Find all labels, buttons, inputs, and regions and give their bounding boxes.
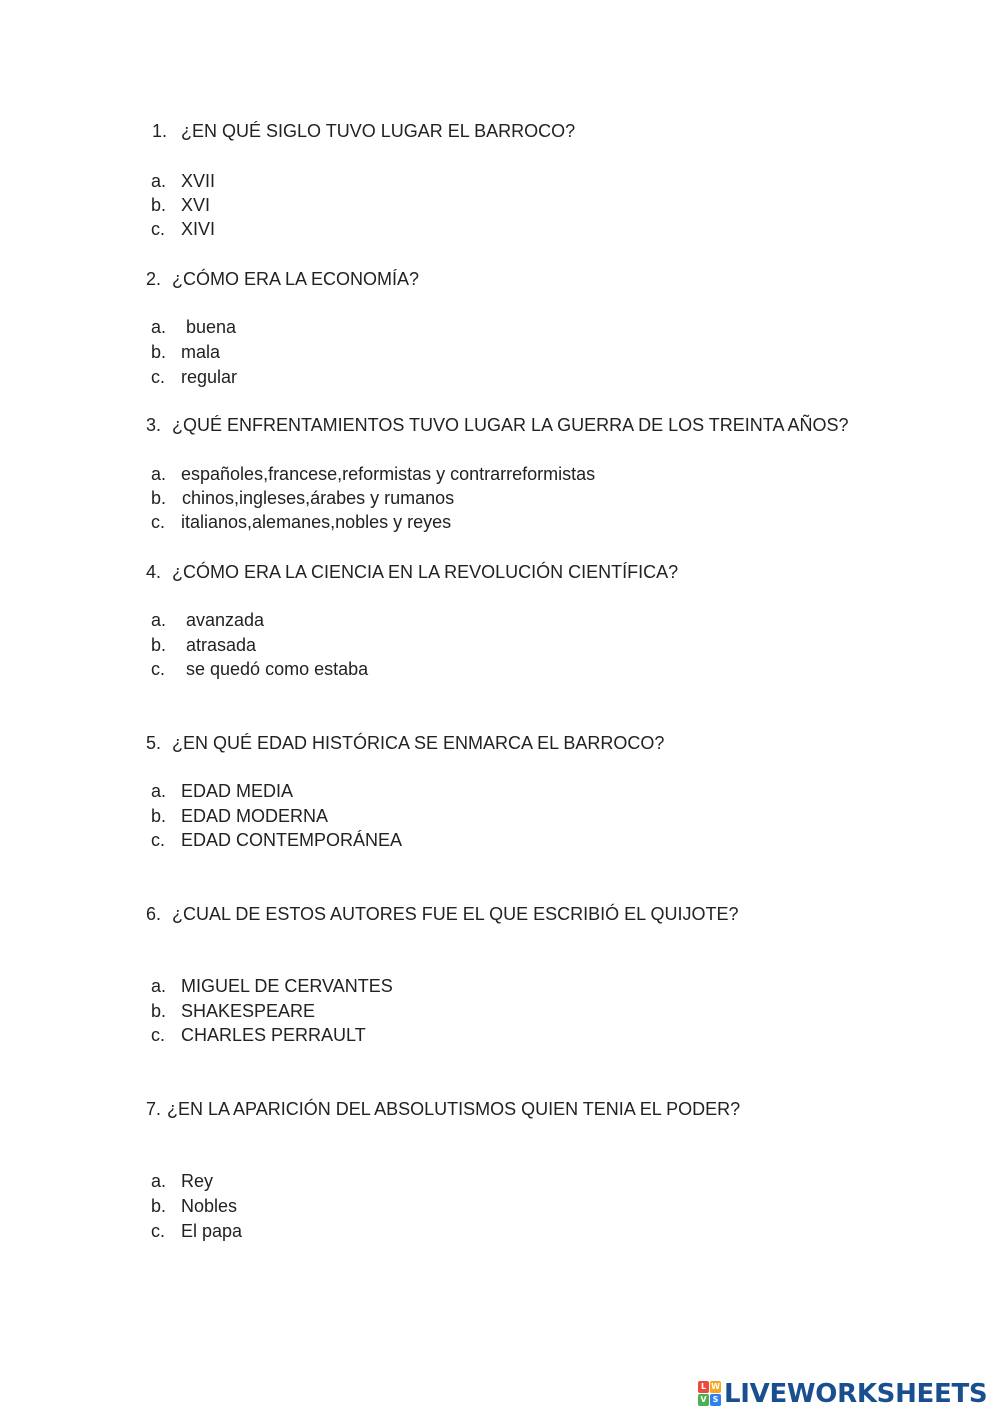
question-text: ¿CÓMO ERA LA ECONOMÍA? xyxy=(172,269,420,289)
option-text: atrasada xyxy=(186,635,257,655)
option-text: MIGUEL DE CERVANTES xyxy=(181,976,393,996)
option-text: avanzada xyxy=(186,610,265,630)
option-letter: a. xyxy=(151,464,167,484)
option-letter: b. xyxy=(151,806,167,826)
logo-block-4: S xyxy=(710,1394,721,1406)
question-number: 1. xyxy=(152,121,168,141)
option-text: EDAD MODERNA xyxy=(181,806,329,826)
question-1-option-b xyxy=(151,194,210,216)
option-letter: b. xyxy=(151,1001,167,1021)
question-number: 4. xyxy=(146,562,162,582)
question-text: ¿QUÉ ENFRENTAMIENTOS TUVO LUGAR LA GUERRA DE LOS TREINTA AÑOS? xyxy=(172,415,849,435)
question-5-option-b xyxy=(151,805,328,827)
question-number: 7. xyxy=(146,1099,162,1119)
option-text: españoles,francese,reformistas y contrarreformistas xyxy=(181,464,596,484)
option-letter: c. xyxy=(151,512,166,532)
question-6-option-c xyxy=(151,1024,366,1046)
option-letter: b. xyxy=(151,488,167,508)
question-5-option-a xyxy=(151,780,293,802)
question-3 xyxy=(146,414,849,436)
option-letter: c. xyxy=(151,659,166,679)
question-3-option-c xyxy=(151,511,451,533)
question-7 xyxy=(146,1098,740,1120)
question-7-option-c xyxy=(151,1220,242,1242)
option-text: italianos,alemanes,nobles y reyes xyxy=(181,512,452,532)
question-4-option-a xyxy=(151,609,264,631)
question-text: ¿EN QUÉ SIGLO TUVO LUGAR EL BARROCO? xyxy=(181,121,576,141)
option-text: se quedó como estaba xyxy=(186,659,369,679)
question-text: ¿CUAL DE ESTOS AUTORES FUE EL QUE ESCRIBIÓ EL QUIJOTE? xyxy=(172,904,739,924)
question-5-option-c xyxy=(151,829,402,851)
option-letter: b. xyxy=(151,342,167,362)
option-letter: b. xyxy=(151,635,167,655)
question-text: ¿EN LA APARICIÓN DEL ABSOLUTISMOS QUIEN TENIA EL PODER? xyxy=(167,1099,741,1119)
question-1 xyxy=(152,120,575,142)
question-1-option-c xyxy=(151,218,215,240)
option-letter: a. xyxy=(151,317,167,337)
question-6-option-a xyxy=(151,975,393,997)
question-6-option-b xyxy=(151,1000,315,1022)
question-number: 3. xyxy=(146,415,162,435)
question-number: 5. xyxy=(146,733,162,753)
question-number: 2. xyxy=(146,269,162,289)
logo-block-3: V xyxy=(698,1394,709,1406)
option-letter: c. xyxy=(151,219,166,239)
question-number: 6. xyxy=(146,904,162,924)
option-letter: a. xyxy=(151,1171,167,1191)
logo-block-1: L xyxy=(698,1381,709,1393)
option-letter: c. xyxy=(151,830,166,850)
option-text: El papa xyxy=(181,1221,243,1241)
question-7-option-a xyxy=(151,1170,213,1192)
question-2-option-c xyxy=(151,366,237,388)
question-5 xyxy=(146,732,664,754)
option-letter: c. xyxy=(151,1025,166,1045)
question-3-option-a xyxy=(151,463,595,485)
option-text: XVI xyxy=(181,195,211,215)
option-text: chinos,ingleses,árabes y rumanos xyxy=(182,488,455,508)
option-letter: a. xyxy=(151,610,167,630)
option-text: Nobles xyxy=(181,1196,238,1216)
question-3-option-b xyxy=(151,487,454,509)
logo-block-2: W xyxy=(711,1382,720,1391)
option-text: buena xyxy=(186,317,237,337)
option-text: SHAKESPEARE xyxy=(181,1001,316,1021)
question-4 xyxy=(146,561,678,583)
option-letter: c. xyxy=(151,367,166,387)
option-letter: a. xyxy=(151,171,167,191)
option-text: EDAD MEDIA xyxy=(181,781,294,801)
option-text: CHARLES PERRAULT xyxy=(181,1025,366,1045)
question-7-option-b xyxy=(151,1195,237,1217)
option-text: Rey xyxy=(181,1171,214,1191)
question-text: ¿EN QUÉ EDAD HISTÓRICA SE ENMARCA EL BARROCO? xyxy=(172,733,665,753)
question-text: ¿CÓMO ERA LA CIENCIA EN LA REVOLUCIÓN CIENTÍFICA? xyxy=(172,562,679,582)
option-text: EDAD CONTEMPORÁNEA xyxy=(181,830,403,850)
question-6 xyxy=(146,903,738,925)
option-letter: a. xyxy=(151,781,167,801)
question-2 xyxy=(146,268,419,290)
liveworksheets-logo-icon xyxy=(698,1381,722,1407)
option-letter: c. xyxy=(151,1221,166,1241)
option-letter: a. xyxy=(151,976,167,996)
question-4-option-b xyxy=(151,634,256,656)
option-text: mala xyxy=(181,342,221,362)
question-2-option-a xyxy=(151,316,236,338)
liveworksheets-logo xyxy=(698,1378,987,1410)
question-1-option-a xyxy=(151,170,215,192)
option-letter: b. xyxy=(151,1196,167,1216)
question-4-option-c xyxy=(151,658,368,680)
option-text: XIVI xyxy=(181,219,216,239)
option-text: XVII xyxy=(181,171,216,191)
liveworksheets-logo-text: LIVEWORKSHEETS xyxy=(724,1379,988,1409)
option-text: regular xyxy=(181,367,238,387)
question-2-option-b xyxy=(151,341,220,363)
option-letter: b. xyxy=(151,195,167,215)
